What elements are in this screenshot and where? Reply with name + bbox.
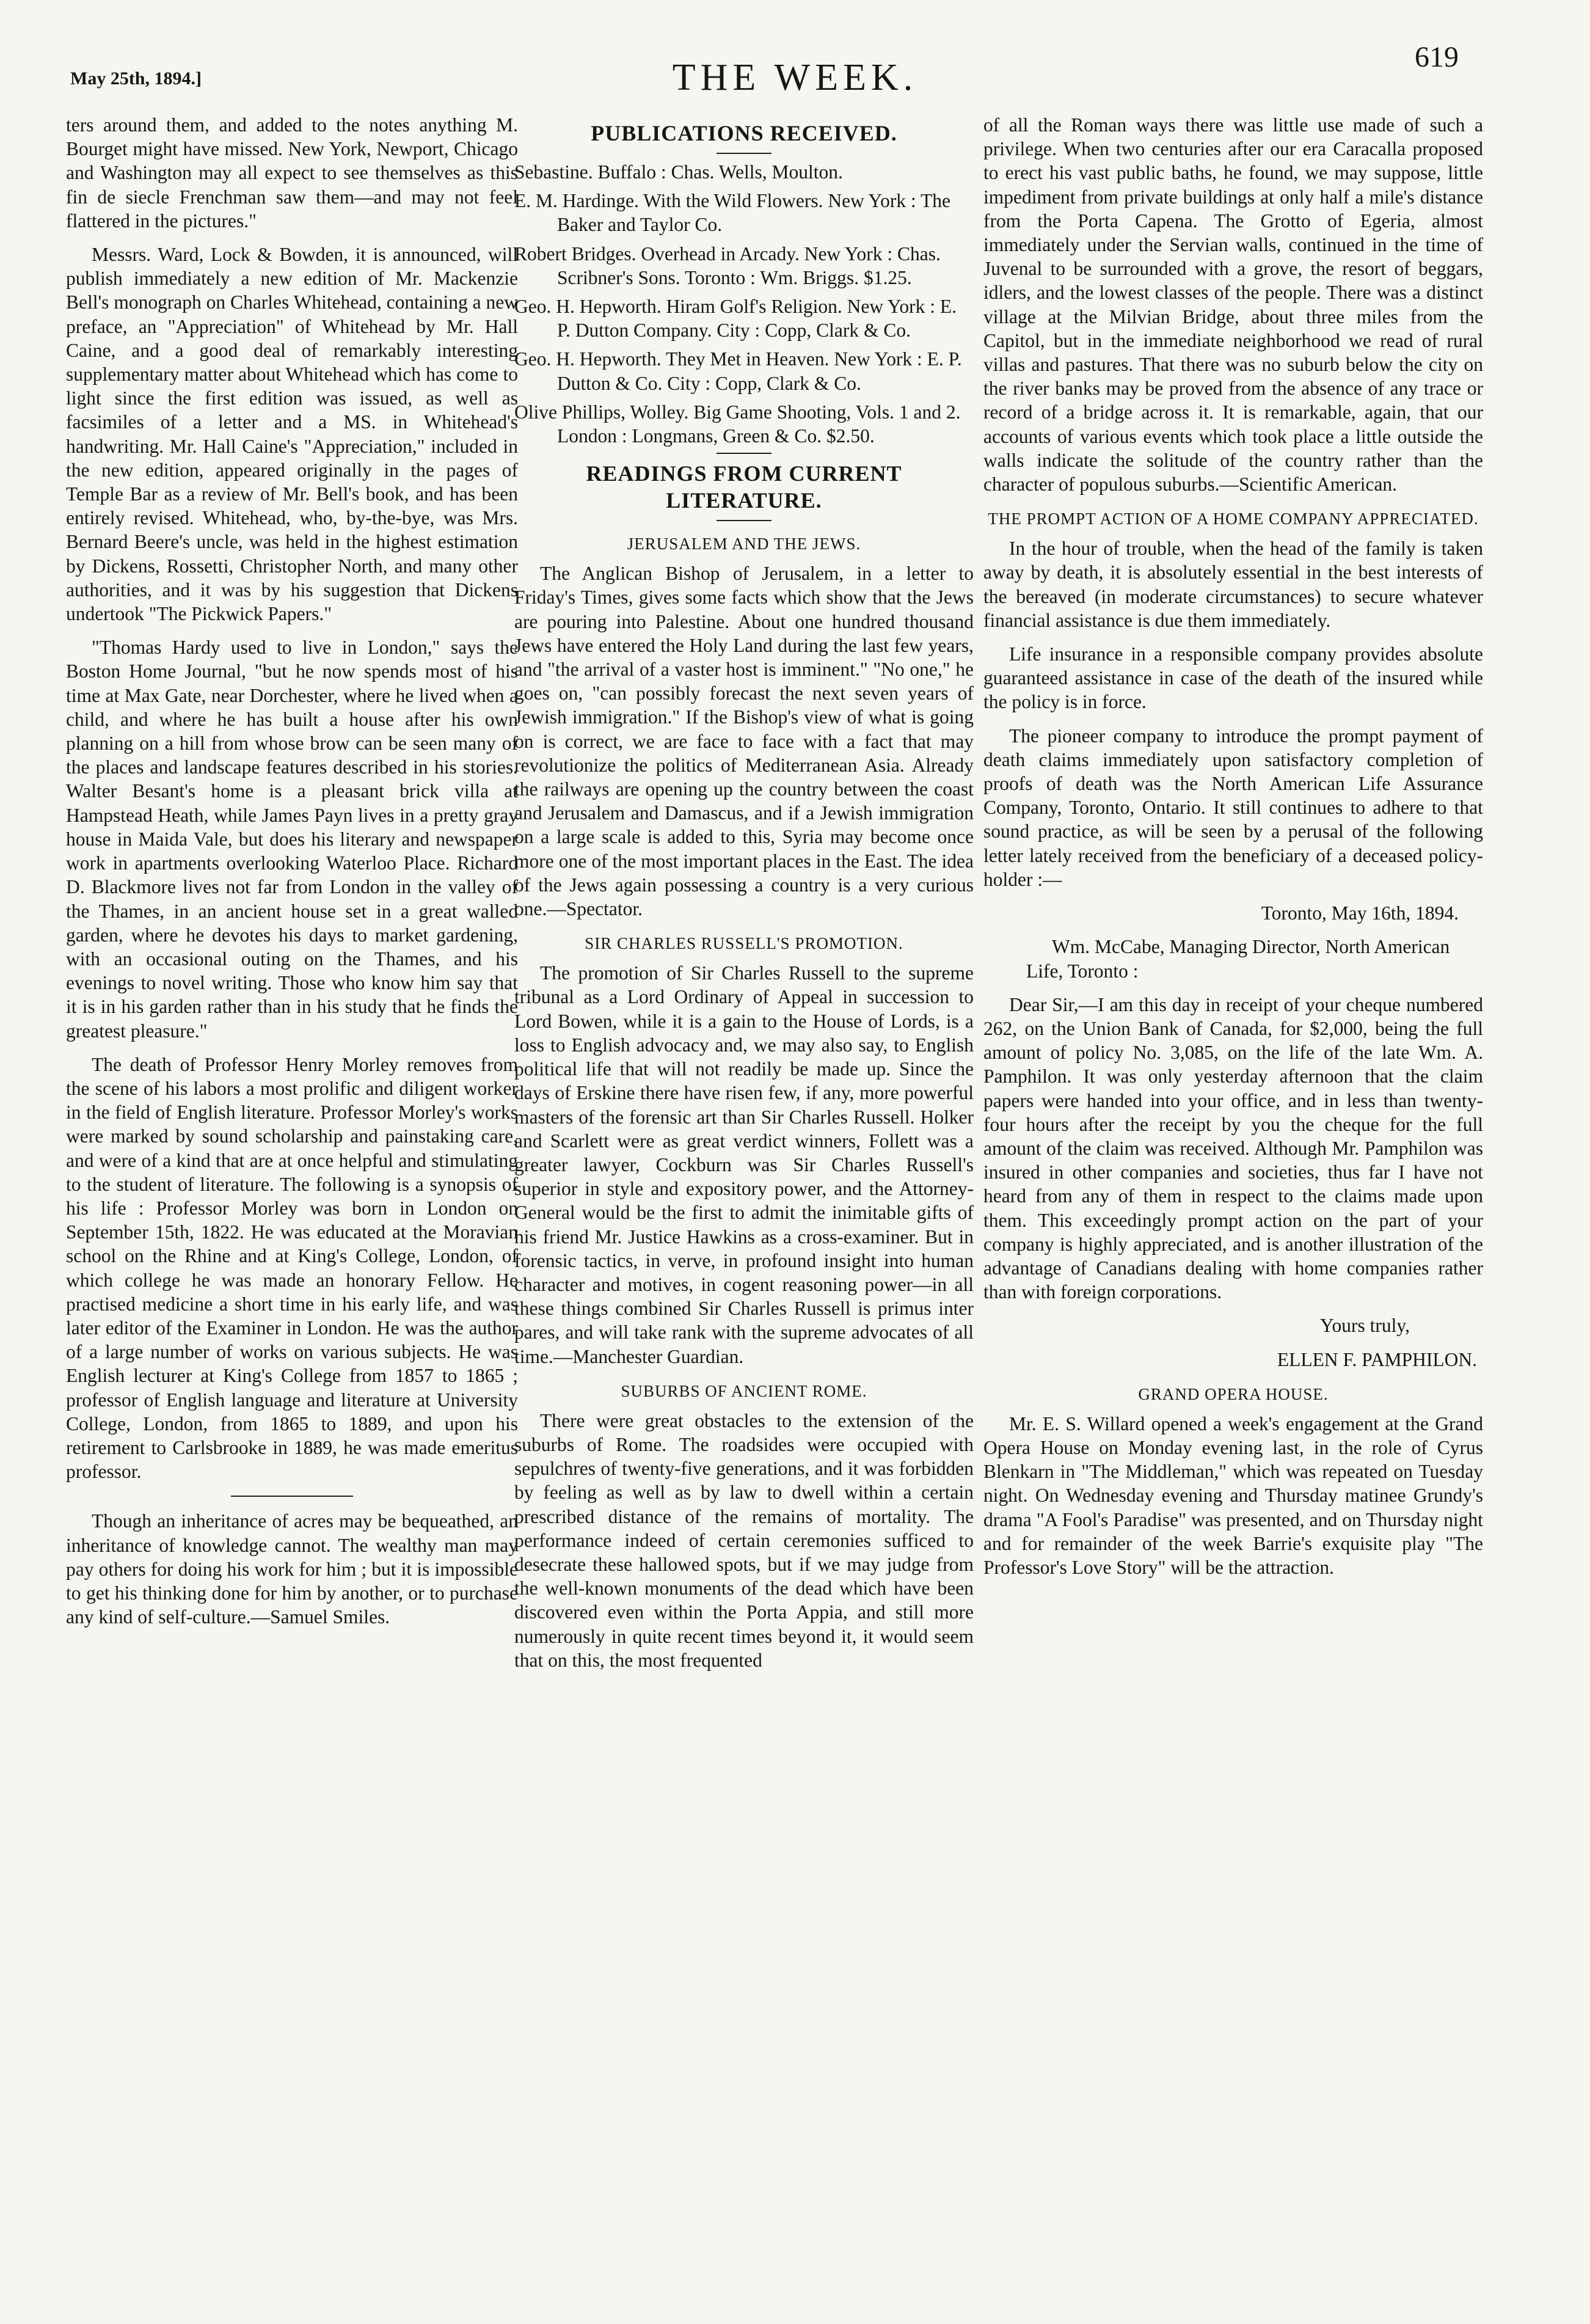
letter-closing: Yours truly, xyxy=(1319,1315,1410,1337)
readings-heading: READINGS FROM CURRENT LITERATURE. xyxy=(586,461,902,513)
heading-rule xyxy=(717,153,771,154)
publications-heading: PUBLICATIONS RECEIVED. xyxy=(591,121,897,145)
page-header xyxy=(0,0,1590,98)
paragraph-prompt-1: In the hour of trouble, when the head of the family is taken away by death, it is absolutely essential in the best interests of the bereaved (in moderate circumstances) to secure whatever financial assistance is due them immediately. xyxy=(983,538,1483,631)
heading-rule xyxy=(717,453,771,454)
letter-dateline: Toronto, May 16th, 1894. xyxy=(1261,902,1459,924)
paragraph-prompt-3: The pioneer company to introduce the prompt payment of death claims immediately upon satisfactory completion of proofs of death was the North American Life Assurance Company, Toronto, Ontario. It still continues to adhere to that sound practice, as will be seen by a perusal of the following letter lately received from the beneficiary of a deceased policy-holder :— xyxy=(983,725,1483,890)
letter-body: Dear Sir,—I am this day in receipt of your cheque numbered 262, on the Union Bank of Canada, for $2,000, being the full amount of policy No. 3,085, on the life of the late Wm. A. Pamphilon. It was only yesterday afternoon that the claim papers were handed into your office, and in less than twenty-four hours after the receipt by you the cheque for the full amount of the claim was received. Although Mr. Pamphilon was insured in other companies and societies, thus far I have not heard from any of them in respect to the claims made upon them. This exceedingly prompt action on the part of your company is highly appreciated, and is another illustration of the advantage of Canadians dealing with home companies rather than with foreign corporations. xyxy=(983,993,1483,1303)
article-russell: The promotion of Sir Charles Russell to the supreme tribunal as a Lord Ordinary of Appeal in succession to Lord Bowen, while it is a gain to the House of Lords, is a loss to English advocacy and, we may also say, to English political life that will not readily be made up. Since the days of Erskine there have risen few, if any, more powerful masters of the forensic art than Sir Charles Russell. Holker and Scarlett were as great verdict winners, Follett was a greater lawyer, Cockburn was Sir Charles Russell's superior in style and expository power, and the Attorney-General would be the first to admit the inimitable gifts of his friend Mr. Justice Hawkins as a cross-examiner. But in forensic tactics, in verve, in profound insight into human character and motives, in cogent reasoning power—in all these things combined Sir Charles Russell is primus inter pares, and will take rank with the supreme advocates of all time.—Manchester Guardian. xyxy=(514,962,974,1367)
article-rome-continued: of all the Roman ways there was little use made of such a privilege. When two centuries after our era Caracalla proposed to erect his vast public baths, he found, we may suppose, little impediment from private buildings at only half a mile's distance from the Porta Capena. The Grotto of Egeria, almost immediately under the Servian walls, continued in the time of Juvenal to be surrounded with a grove, the resort of beggars, idlers, and the lowest classes of the people. There was a distinct village at the Milvian Bridge, about three miles from the Capitol, but in the immediate neighborhood we read of rural villas and pastures. That there was no suburb below the city on the river banks may be proved from the absence of any trace or record of a bridge across it. It is remarkable, again, that our accounts of various events which took place a little outside the walls indicate the solitude of the country rather than the character of populous suburbs.—Scientific American. xyxy=(983,114,1483,495)
publication-item: Geo. H. Hepworth. They Met in Heaven. New York : E. P. Dutton & Co. City : Copp, Clark & Co. xyxy=(514,348,962,394)
publication-item: E. M. Hardinge. With the Wild Flowers. New York : The Baker and Taylor Co. xyxy=(514,190,951,236)
letter-signature: ELLEN F. PAMPHILON. xyxy=(1277,1348,1477,1370)
article-rome: There were great obstacles to the extension of the suburbs of Rome. The roadsides were occupied with sepulchres of twenty-five generations, and it was forbidden by feeling as well as by law to dwell within a certain prescribed distance of the remains of mortality. The performance indeed of certain ceremonies sufficed to desecrate these hallowed spots, but if we may judge from the well-known monuments of the dead which have been discovered even within the Porta Appia, and still more numerously in quite recent times beyond it, it would seem that on this, the most frequented xyxy=(514,1409,974,1671)
paragraph-smiles: Though an inheritance of acres may be bequeathed, an inheritance of knowledge cannot. The wealthy man may pay others for doing his work for him ; but it is impossible to get his thinking done for him by another, or to purchase any kind of self-culture.—Samuel Smiles. xyxy=(66,1510,518,1628)
article-heading-opera: GRAND OPERA HOUSE. xyxy=(1138,1384,1329,1403)
article-heading-russell: SIR CHARLES RUSSELL'S PROMOTION. xyxy=(585,934,903,953)
paragraph-hardy: "Thomas Hardy used to live in London," says the Boston Home Journal, "but he now spends most of his time at Max Gate, near Dorchester, where he lived when a child, and where he has built a house after his own planning on a hill from whose brow can be seen many of the places and landscape features described in his stories. Walter Besant's home is a pleasant brick villa at Hampstead Heath, while James Payn lives in a pretty gray house in Maida Vale, but does his literary and newspaper work in apartments overlooking Waterloo Place. Richard D. Blackmore lives not far from London in the valley of the Thames, in an ancient house set in a great walled garden, where he devotes his days to market gardening, with an occasional outing on the Thames, and his evenings to novel writing. Those who know him say that it is in his garden rather than in his study that he finds the greatest pleasure." xyxy=(66,637,518,1042)
publication-title: THE WEEK. xyxy=(672,57,918,98)
issue-date: May 25th, 1894.] xyxy=(70,68,202,89)
article-heading-jerusalem: JERUSALEM AND THE JEWS. xyxy=(627,535,861,554)
paragraph-bourget: ters around them, and added to the notes anything M. Bourget might have missed. New York, Newport, Chicago and Washington may all expect to see themselves as this fin de siecle Frenchman saw them—and may not feel flattered in the pictures." xyxy=(66,114,518,232)
publication-item: Geo. H. Hepworth. Hiram Golf's Religion. New York : E. P. Dutton Company. City : Copp, Clark & Co. xyxy=(514,296,957,342)
article-heading-rome: SUBURBS OF ANCIENT ROME. xyxy=(621,1381,867,1400)
publication-item: Olive Phillips, Wolley. Big Game Shooting, Vols. 1 and 2. London : Longmans, Green & Co. $2.50. xyxy=(514,401,961,447)
paragraph-whitehead: Messrs. Ward, Lock & Bowden, it is announced, will publish immediately a new edition of Mr. Mackenzie Bell's monograph on Charles Whitehead, containing a new preface, an "Appreciation" of Whitehead by Mr. Hall Caine, and a good deal of remarkably interesting supplementary matter about Whitehead which has come to light since the first edition was issued, as well as facsimiles of a letter and a MS. in Whitehead's handwriting. Mr. Hall Caine's "Appreciation," included in the new edition, appeared originally in the pages of Temple Bar as a review of Mr. Bell's book, and has been entirely revised. Whitehead, who, by-the-bye, was Mrs. Bernard Beere's uncle, was held in the highest estimation by Dickens, Rossetti, Christopher North, and many other authorities, and it was by his suggestion that Dickens undertook "The Pickwick Papers." xyxy=(66,244,518,625)
section-divider xyxy=(231,1496,353,1497)
paragraph-prompt-2: Life insurance in a responsible company provides absolute guaranteed assistance in case of the death of the insured while the policy is in force. xyxy=(983,643,1483,713)
paragraph-morley: The death of Professor Henry Morley removes from the scene of his labors a most prolific and diligent worker in the field of English literature. Professor Morley's works were marked by sound scholarship and painstaking care, and were of a kind that are at once helpful and stimulating to the student of literature. The following is a synopsis of his life : Professor Morley was born in London on September 15th, 1822. He was educated at the Moravian school on the Rhine and at King's College, London, of which college he was made an honorary Fellow. He practised medicine a short time in his early life, and was later editor of the Examiner in London. He was the author of a large number of works on various subjects. He was English lecturer at King's College from 1857 to 1865 ; professor of English language and literature at University College, London, from 1865 to 1889, and upon his retirement to Carlsbrooke in 1889, he was made emeritus professor. xyxy=(66,1053,518,1483)
publication-item: Robert Bridges. Overhead in Arcady. New York : Chas. Scribner's Sons. Toronto : Wm. Briggs. $1.25. xyxy=(514,243,941,288)
letter-address: Wm. McCabe, Managing Director, North American Life, Toronto : xyxy=(1026,936,1450,982)
article-heading-prompt-action: THE PROMPT ACTION OF A HOME COMPANY APPRECIATED. xyxy=(988,510,1479,528)
column-right xyxy=(983,113,1483,1589)
publication-item: Sebastine. Buffalo : Chas. Wells, Moulton. xyxy=(514,161,843,183)
page-number: 619 xyxy=(1415,41,1459,73)
heading-rule xyxy=(717,520,771,521)
column-left xyxy=(66,113,518,1639)
column-middle xyxy=(514,117,974,1682)
article-jerusalem: The Anglican Bishop of Jerusalem, in a letter to Friday's Times, gives some facts which show that the Jews are pouring into Palestine. About one hundred thousand Jews have entered the Holy Land during the last few years, and "the arrival of a vaster host is imminent." "No one," he goes on, "can possibly forecast the next seven years of Jewish immigration." If the Bishop's view of what is going on is correct, we are face to face with a fact that may revolutionize the politics of Mediterranean Asia. Already the railways are opening up the country between the coast and Jerusalem and Damascus, and if a Jewish immigration on a large scale is added to this, Syria may become once more one of the most important places in the East. The idea of the Jews again possessing a country is a very curious one.—Spectator. xyxy=(514,563,974,920)
article-opera: Mr. E. S. Willard opened a week's engagement at the Grand Opera House on Monday evening last, in the role of Cyrus Blenkarn in "The Middleman," which was repeated on Tuesday night. On Wednesday evening and Thursday matinee Grundy's drama "A Fool's Paradise" was presented, and on Thursday night and for remainder of the week Barrie's exquisite play "The Professor's Love Story" will be the attraction. xyxy=(983,1412,1483,1578)
